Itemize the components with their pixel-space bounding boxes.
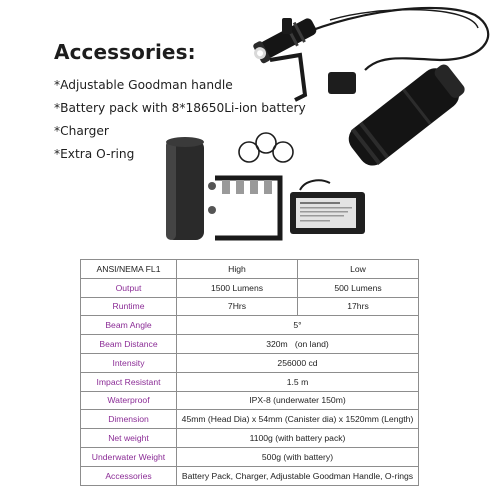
battery-canister xyxy=(343,59,469,171)
charger xyxy=(290,180,365,234)
spec-value: 320m (on land) xyxy=(177,335,419,354)
spec-value: 5° xyxy=(177,316,419,335)
spec-value: 45mm (Head Dia) x 54mm (Canister dia) x 1520mm (Length) xyxy=(177,410,419,429)
accessory-item-o-ring: *Extra O-ring xyxy=(54,147,135,161)
spec-value-low: 17hrs xyxy=(298,297,419,316)
handle-accessory xyxy=(208,178,280,238)
spec-label: ANSI/NEMA FL1 xyxy=(81,260,177,279)
table-row xyxy=(81,391,419,410)
spec-value-low: 500 Lumens xyxy=(298,278,419,297)
spec-value: 1.5 m xyxy=(177,372,419,391)
power-cable xyxy=(300,8,488,70)
o-rings xyxy=(239,133,293,162)
accessories-title: Accessories: xyxy=(54,40,196,64)
spec-label: Dimension xyxy=(81,410,177,429)
accessory-item-charger: *Charger xyxy=(54,124,109,138)
spec-label: Accessories xyxy=(81,466,177,485)
table-row xyxy=(81,260,419,279)
spec-label: Output xyxy=(81,278,177,297)
column-header-low: Low xyxy=(298,260,419,279)
specifications-table xyxy=(80,259,419,486)
table-row xyxy=(81,429,419,448)
goodman-bracket xyxy=(270,55,305,100)
spec-value-high: 1500 Lumens xyxy=(177,278,298,297)
table-row xyxy=(81,372,419,391)
spec-label: Beam Angle xyxy=(81,316,177,335)
spec-value: IPX-8 (underwater 150m) xyxy=(177,391,419,410)
spec-value: 500g (with battery) xyxy=(177,447,419,466)
spec-value: Battery Pack, Charger, Adjustable Goodman Handle, O-rings xyxy=(177,466,419,485)
accessory-item-battery-pack: *Battery pack with 8*18650Li-ion battery xyxy=(54,101,306,115)
table-row xyxy=(81,278,419,297)
spec-label: Intensity xyxy=(81,353,177,372)
table-row xyxy=(81,297,419,316)
battery-pack xyxy=(166,137,204,240)
table-row xyxy=(81,316,419,335)
accessory-item-handle: *Adjustable Goodman handle xyxy=(54,78,233,92)
column-header-high: High xyxy=(177,260,298,279)
spec-label: Waterproof xyxy=(81,391,177,410)
spec-value: 1100g (with battery pack) xyxy=(177,429,419,448)
spec-label: Underwater Weight xyxy=(81,447,177,466)
table-row xyxy=(81,353,419,372)
table-row xyxy=(81,410,419,429)
spec-value: 256000 cd xyxy=(177,353,419,372)
spec-label: Runtime xyxy=(81,297,177,316)
table-row xyxy=(81,335,419,354)
table-row xyxy=(81,466,419,485)
spec-label: Net weight xyxy=(81,429,177,448)
spec-value-high: 7Hrs xyxy=(177,297,298,316)
spec-label: Impact Resistant xyxy=(81,372,177,391)
table-row xyxy=(81,447,419,466)
spec-label: Beam Distance xyxy=(81,335,177,354)
